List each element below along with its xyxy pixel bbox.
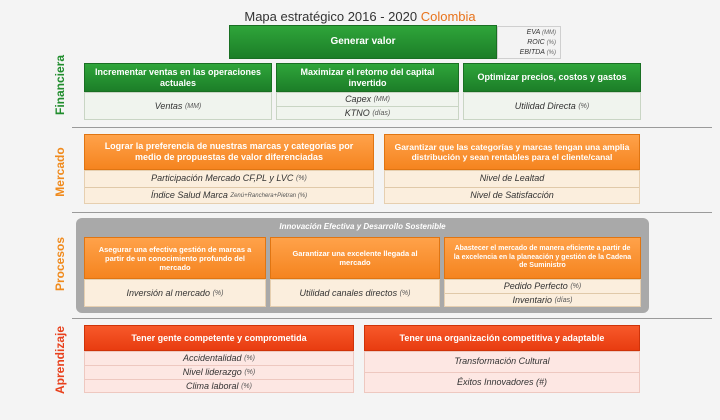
aprend-box-2-header[interactable]: Tener una organización competitiva y adaptable <box>364 325 640 351</box>
kpi-transformacion-cultural: Transformación Cultural <box>454 356 550 367</box>
mercado-box-2-body <box>384 170 640 204</box>
fin-box-1-header[interactable]: Incrementar ventas en las operaciones actuales <box>84 63 272 92</box>
kpi-accidentalidad: Accidentalidad (%) <box>183 352 255 363</box>
band-label-aprendizaje: Aprendizaje <box>53 326 67 395</box>
divider-mercado-procesos <box>72 212 712 213</box>
kpi-inversion-mercado: Inversión al mercado (%) <box>126 288 224 299</box>
proc-box-2-body <box>270 279 440 307</box>
kpi-indice-salud-marca: Índice Salud Marca Zenú+Ranchera+Pietran (%) <box>150 190 308 201</box>
kpi-exitos-innovadores: Éxitos Innovadores (#) <box>456 377 548 388</box>
fin-box-1-body <box>84 92 272 120</box>
fin-box-2-body <box>276 92 459 120</box>
kpi-inventario: Inventario (días) <box>512 294 573 305</box>
proc-box-1-header[interactable]: Asegurar una efectiva gestión de marcas a partir de un conocimiento profundo del mercado <box>84 237 266 279</box>
band-label-procesos: Procesos <box>53 236 67 292</box>
page-title <box>0 9 720 24</box>
fin-box-3-header[interactable]: Optimizar precios, costos y gastos <box>463 63 641 92</box>
proc-box-1-body <box>84 279 266 307</box>
kpi-nivel-liderazgo: Nivel liderazgo (%) <box>182 366 256 377</box>
kpi-ventas: Ventas (MM) <box>154 101 202 112</box>
proc-box-3-body <box>444 279 641 307</box>
kpi-capex: Capex (MM) <box>345 93 390 104</box>
metric-ebitda: EBITDA (%) <box>519 49 556 56</box>
kpi-utilidad-directa: Utilidad Directa (%) <box>514 101 590 112</box>
kpi-nivel-lealtad: Nivel de Lealtad <box>479 173 545 184</box>
band-label-financiera: Financiera <box>53 54 67 116</box>
aprend-box-2-body <box>364 351 640 393</box>
generar-valor-box[interactable] <box>229 25 497 59</box>
metric-eva: EVA (MM) <box>526 29 556 36</box>
title-prefix: Mapa estratégico 2016 - 2020 <box>244 9 421 24</box>
metric-roic: ROIC (%) <box>527 39 556 46</box>
title-country: Colombia <box>420 9 476 24</box>
fin-box-3-body <box>463 92 641 120</box>
kpi-nivel-satisfaccion: Nivel de Satisfacción <box>470 190 554 201</box>
kpi-participacion-mercado: Participación Mercado CF,PL y LVC (%) <box>151 173 307 184</box>
kpi-ktno: KTNO (días) <box>344 107 391 118</box>
kpi-clima-laboral: Clima laboral (%) <box>186 380 252 391</box>
divider-procesos-aprendizaje <box>72 318 712 319</box>
aprend-box-1-body <box>84 351 354 393</box>
kpi-utilidad-canales: Utilidad canales directos (%) <box>299 288 411 299</box>
band-label-mercado: Mercado <box>53 147 67 197</box>
kpi-pedido-perfecto: Pedido Perfecto (%) <box>503 280 582 291</box>
fin-box-2-header[interactable]: Maximizar el retorno del capital invertido <box>276 63 459 92</box>
generar-valor-metrics <box>497 26 561 59</box>
proc-box-3-header[interactable]: Abastecer el mercado de manera eficiente a partir de la excelencia en la planeación y gestión de la Cadena de Suministro <box>444 237 641 279</box>
mercado-box-1-header[interactable]: Lograr la preferencia de nuestras marcas y categorías por medio de propuestas de valor diferenciadas <box>84 134 374 170</box>
procesos-title: Innovación Efectiva y Desarrollo Sostenible <box>279 222 446 231</box>
mercado-box-2-header[interactable]: Garantizar que las categorías y marcas tengan una amplia distribución y sean rentables para el cliente/canal <box>384 134 640 170</box>
generar-valor-label: Generar valor <box>330 36 396 47</box>
aprend-box-1-header[interactable]: Tener gente competente y comprometida <box>84 325 354 351</box>
proc-box-2-header[interactable]: Garantizar una excelente llegada al mercado <box>270 237 440 279</box>
divider-financiera-mercado <box>72 127 712 128</box>
mercado-box-1-body <box>84 170 374 204</box>
